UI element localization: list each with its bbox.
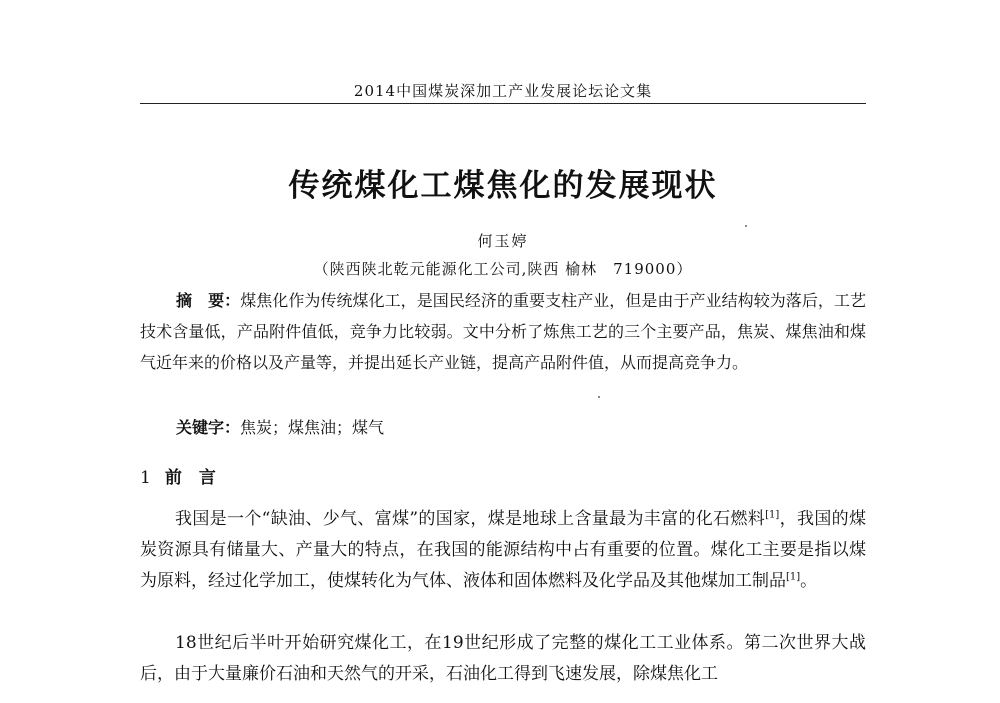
paragraph-text: 我国是一个“缺油、少气、富煤”的国家，煤是地球上含量最为丰富的化石燃料 bbox=[175, 509, 766, 529]
paper-title: 传统煤化工煤焦化的发展现状 bbox=[288, 168, 718, 204]
section-heading bbox=[140, 463, 216, 488]
keywords-label: 关键字： bbox=[176, 418, 241, 437]
header-rule bbox=[140, 103, 866, 104]
abstract bbox=[140, 285, 866, 378]
paragraph-text: 18世纪后半叶开始研究煤化工，在19世纪形成了完整的煤化工工业体系。第二次世界大战后，由于大量廉价石油和天然气的开采，石油化工得到飞速发展，除煤焦化工 bbox=[140, 633, 866, 684]
abstract-text: 煤焦化作为传统煤化工，是国民经济的重要支柱产业，但是由于产业结构较为落后，工艺技术含量低，产品附件值低，竞争力比较弱。文中分析了炼焦工艺的三个主要产品，焦炭、煤焦油和煤气近年来的价格以及产量等，并提出延长产业链，提高产品附件值，从而提高竞争力。 bbox=[140, 291, 866, 372]
paragraph-text: ，我国的煤炭资源具有储量大、产量大的特点，在我国的能源结构中占有重要的位置。煤化工主要是指以煤为原料，经过化学加工，使煤转化为气体、液体和固体燃料及化学品及其他煤加工制品 bbox=[140, 509, 866, 591]
affiliation: （陕西陕北乾元能源化工公司,陕西 榆林 719000） bbox=[313, 260, 693, 278]
keywords bbox=[176, 415, 384, 438]
author: 何玉婷 bbox=[477, 232, 529, 250]
scan-speck bbox=[745, 225, 747, 227]
scan-speck bbox=[598, 396, 600, 398]
citation-ref: [1] bbox=[765, 509, 780, 521]
body-paragraph-1 bbox=[140, 504, 866, 597]
running-header: 2014中国煤炭深加工产业发展论坛论文集 bbox=[353, 82, 653, 100]
citation-ref: [1] bbox=[786, 571, 801, 583]
section-number: 1 bbox=[140, 468, 151, 488]
body-paragraph-2 bbox=[140, 628, 866, 690]
section-title: 前 言 bbox=[164, 468, 216, 488]
keywords-text: 焦炭；煤焦油；煤气 bbox=[240, 418, 385, 437]
paragraph-text: 。 bbox=[800, 571, 818, 591]
abstract-label: 摘 要： bbox=[176, 291, 241, 310]
